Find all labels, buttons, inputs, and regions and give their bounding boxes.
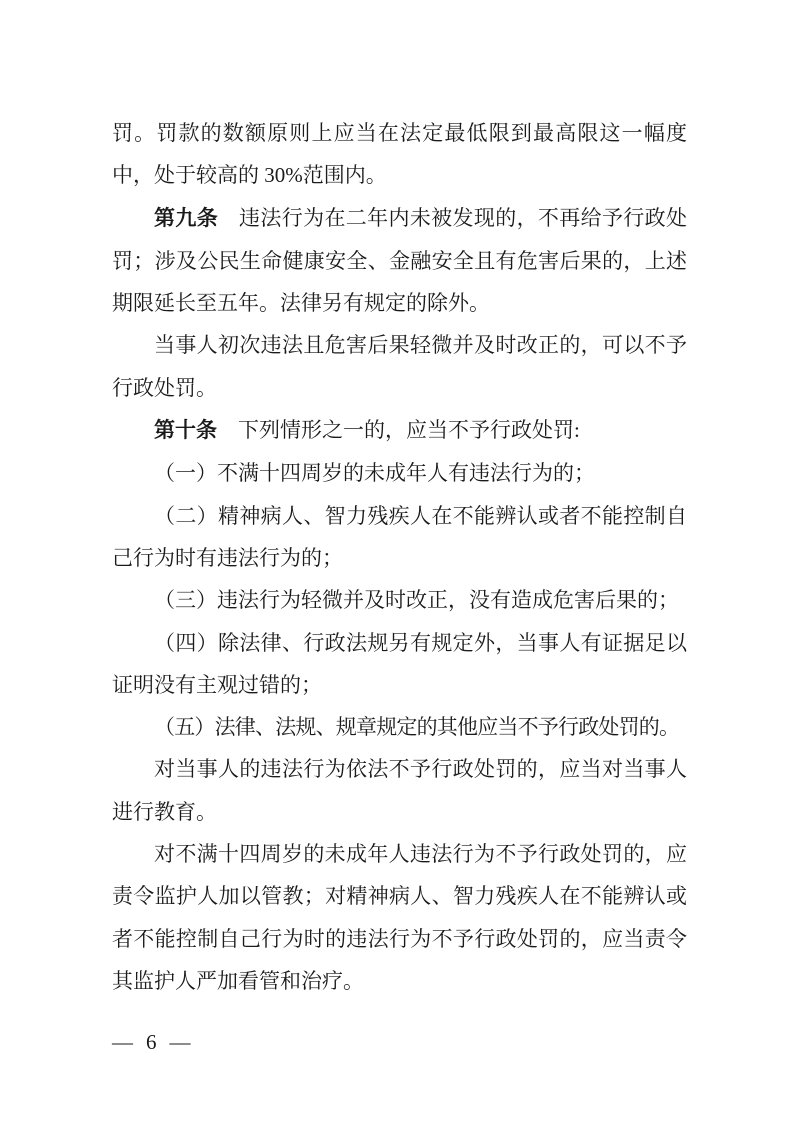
page-footer (112, 1028, 191, 1056)
paragraph-continuation: 罚。罚款的数额原则上应当在法定最低限到最高限这一幅度中，处于较高的 30%范围内。 (112, 121, 687, 188)
paragraph-education: 对当事人的违法行为依法不予行政处罚的，应当对当事人进行教育。 (112, 757, 687, 824)
footer-right-dash: — (169, 1030, 191, 1054)
list-item-5: （五）法律、法规、规章规定的其他应当不予行政处罚的。 (154, 715, 680, 740)
article-10-number-label: 第十条 (154, 419, 217, 443)
paragraph-first-offense: 当事人初次违法且危害后果轻微并及时改正的，可以不予行政处罚。 (112, 333, 687, 400)
article-10-text: 下列情形之一的，应当不予行政处罚: (238, 418, 580, 443)
article-9-text: 违法行为在二年内未被发现的，不再给予行政处罚；涉及公民生命健康安全、金融安全且有危害后果的，上述期限延长至五年。法律另有规定的除外。 (112, 205, 688, 316)
list-item-4: （四）除法律、行政法规另有规定外，当事人有证据足以证明没有主观过错的； (112, 630, 687, 697)
article-9-number-label: 第九条 (154, 206, 219, 230)
document-body (112, 112, 687, 1002)
list-item-1: （一）不满十四周岁的未成年人有违法行为的； (154, 461, 595, 486)
page-number: 6 (146, 1030, 157, 1054)
list-item-3: （三）违法行为轻微并及时改正，没有造成危害后果的； (154, 588, 679, 613)
list-item-2: （二）精神病人、智力残疾人在不能辨认或者不能控制自己行为时有违法行为的； (112, 503, 687, 570)
paragraph-article-10 (112, 409, 687, 452)
paragraph-article-9 (112, 197, 687, 325)
footer-left-dash: — (112, 1030, 133, 1054)
paragraph-guardian: 对不满十四周岁的未成年人违法行为不予行政处罚的，应责令监护人加以管教；对精神病人、智力残疾人在不能辨认或者不能控制自己行为时的违法行为不予行政处罚的，应当责令其监护人严加看管和治疗。 (112, 842, 687, 993)
